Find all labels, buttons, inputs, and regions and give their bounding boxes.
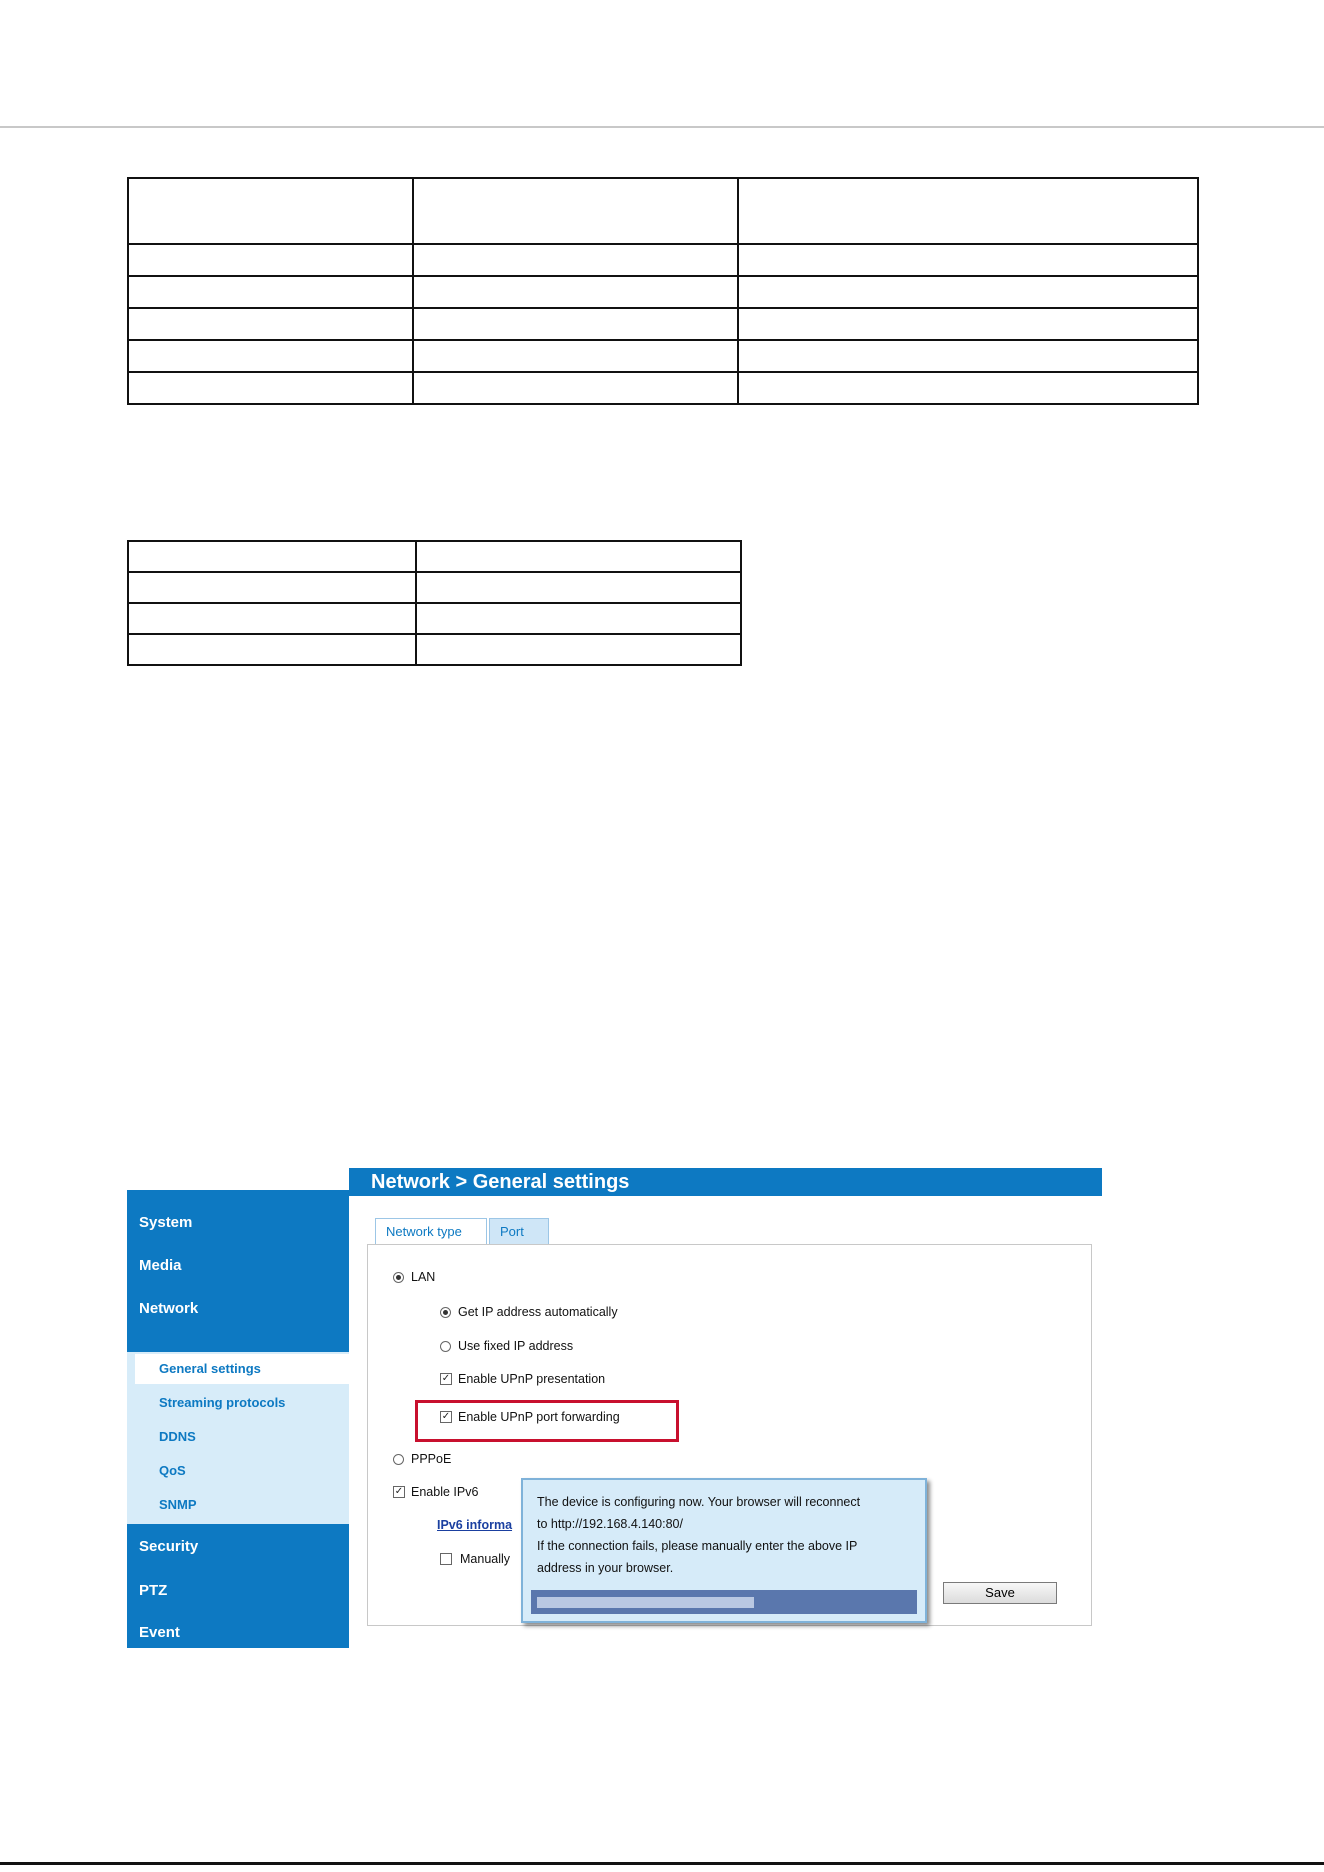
progress-bar <box>531 1590 917 1614</box>
upnp-presentation-label: Enable UPnP presentation <box>458 1372 606 1386</box>
sidebar-item-system[interactable]: System <box>139 1214 193 1231</box>
sidebar <box>127 1190 349 1648</box>
header-rule <box>0 126 1324 128</box>
upnp-presentation-checkbox[interactable]: ✓ <box>441 1373 451 1384</box>
dialog-message-line: to http://192.168.4.140:80/ <box>537 1517 683 1531</box>
upnp-port-forwarding-checkbox[interactable]: ✓ <box>441 1411 451 1422</box>
save-button[interactable]: Save <box>943 1582 1057 1604</box>
ipv6-information-link[interactable]: IPv6 informa <box>437 1518 513 1532</box>
pppoe-radio[interactable] <box>393 1454 404 1465</box>
use-fixed-ip-radio[interactable] <box>440 1341 451 1352</box>
upnp-port-forwarding-label: Enable UPnP port forwarding <box>458 1410 620 1424</box>
get-ip-auto-radio[interactable] <box>440 1307 451 1318</box>
table-row <box>128 244 1198 276</box>
dialog-message-line: The device is configuring now. Your browser will reconnect <box>537 1495 861 1509</box>
lan-label: LAN <box>411 1270 436 1284</box>
sidebar-item-event[interactable]: Event <box>139 1624 180 1641</box>
page-title: Network > General settings <box>371 1171 630 1193</box>
table-row <box>128 541 741 572</box>
table-row <box>128 572 741 603</box>
pppoe-label: PPPoE <box>411 1452 452 1466</box>
tab-port[interactable]: Port <box>489 1218 549 1244</box>
table-row <box>128 178 1198 244</box>
table-row <box>128 372 1198 404</box>
sidebar-item-media[interactable]: Media <box>139 1257 182 1274</box>
table-row <box>128 308 1198 340</box>
footer-rule <box>0 1862 1324 1865</box>
table-row <box>128 276 1198 308</box>
sidebar-item-network[interactable]: Network <box>139 1300 199 1317</box>
dialog-message-line: address in your browser. <box>537 1561 674 1575</box>
enable-ipv6-label: Enable IPv6 <box>411 1485 479 1499</box>
submenu-item-qos[interactable]: QoS <box>159 1463 186 1478</box>
manually-checkbox[interactable] <box>440 1553 452 1565</box>
table-row <box>128 634 741 665</box>
enable-ipv6-checkbox[interactable]: ✓ <box>394 1486 404 1497</box>
submenu-item-ddns[interactable]: DDNS <box>159 1429 196 1444</box>
dialog-message-line: If the connection fails, please manually enter the above IP <box>537 1539 858 1553</box>
use-fixed-ip-label: Use fixed IP address <box>458 1339 574 1353</box>
submenu-item-streaming-protocols[interactable]: Streaming protocols <box>159 1395 286 1410</box>
sidebar-item-ptz[interactable]: PTZ <box>139 1582 168 1599</box>
spec-table-2 <box>127 540 742 666</box>
tab-network-type[interactable]: Network type <box>375 1218 487 1244</box>
table-row <box>128 340 1198 372</box>
sidebar-item-security[interactable]: Security <box>139 1538 199 1555</box>
get-ip-auto-label: Get IP address automatically <box>458 1305 618 1319</box>
network-submenu <box>127 1352 349 1524</box>
spec-table-1 <box>127 177 1199 405</box>
table-row <box>128 603 741 634</box>
network-settings-screenshot <box>127 1168 1102 1648</box>
lan-radio[interactable] <box>393 1272 404 1283</box>
submenu-item-general-settings[interactable]: General settings <box>159 1361 261 1376</box>
configuring-dialog <box>521 1478 927 1623</box>
manually-label: Manually <box>460 1552 511 1566</box>
submenu-item-snmp[interactable]: SNMP <box>159 1497 197 1512</box>
progress-bar-fill <box>537 1597 754 1608</box>
